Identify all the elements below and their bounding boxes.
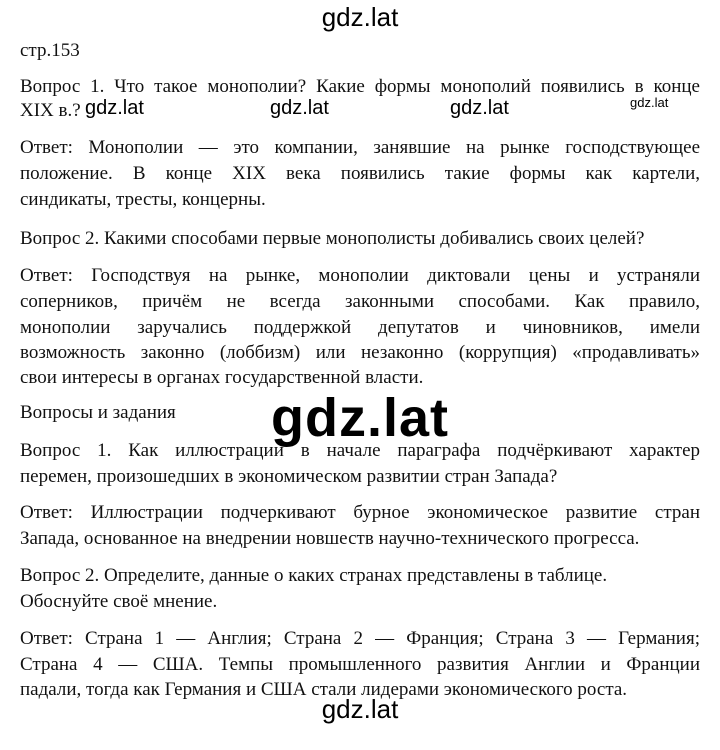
text-line: монополии заручались поддержкой депутатов и чиновников, имели xyxy=(20,317,700,338)
text-line: Страна 4 — США. Темпы промышленного развития Англии и Франции xyxy=(20,654,700,675)
text-line: Вопрос 1. Как иллюстрации в начале параграфа подчёркивают характер xyxy=(20,440,700,461)
watermark: gdz.lat xyxy=(630,95,669,110)
text-line: Ответ: Монополии — это компании, занявшие на рынке господствующее xyxy=(20,137,700,158)
section-heading: Вопросы и задания xyxy=(20,402,176,423)
text-line: Ответ: Страна 1 — Англия; Страна 2 — Франция; Страна 3 — Германия; xyxy=(20,628,700,649)
text-line: Запада, основанное на внедрении новшеств научно-технического прогресса. xyxy=(20,528,640,549)
watermark-top: gdz.lat xyxy=(321,2,399,32)
text-line: Ответ: Господствуя на рынке, монополии диктовали цены и устраняли xyxy=(20,265,700,286)
watermark: gdz.lat xyxy=(85,97,144,119)
text-line: возможность законно (лоббизм) или незаконно (коррупция) «продавливать» xyxy=(20,342,700,363)
text-line: перемен, произошедших в экономическом развитии стран Запада? xyxy=(20,466,558,487)
watermark-large: gdz.lat xyxy=(271,388,449,448)
text-line: Вопрос 2. Определите, данные о каких странах представлены в таблице. xyxy=(20,565,608,586)
text-line: свои интересы в органах государственной власти. xyxy=(20,367,424,387)
text-line: XIX в.? xyxy=(20,100,81,121)
text-line: синдикаты, тресты, концерны. xyxy=(20,189,266,210)
text-line: падали, тогда как Германия и США стали лидерами экономического роста. xyxy=(20,679,628,700)
watermark-bottom: gdz.lat xyxy=(321,694,399,724)
text-line: Вопрос 2. Какими способами первые монополисты добивались своих целей? xyxy=(20,228,645,249)
page-number: стр.153 xyxy=(20,40,80,61)
watermark: gdz.lat xyxy=(270,97,329,119)
text-line: положение. В конце XIX века появились такие формы как картели, xyxy=(20,163,700,184)
text-line: Ответ: Иллюстрации подчеркивают бурное экономическое развитие стран xyxy=(20,502,700,523)
text-line: соперников, причём не всегда законными способами. Как правило, xyxy=(20,291,700,312)
watermark: gdz.lat xyxy=(450,97,509,119)
text-line: Обоснуйте своё мнение. xyxy=(20,591,218,612)
text-line: Вопрос 1. Что такое монополии? Какие формы монополий появились в конце xyxy=(20,76,700,97)
